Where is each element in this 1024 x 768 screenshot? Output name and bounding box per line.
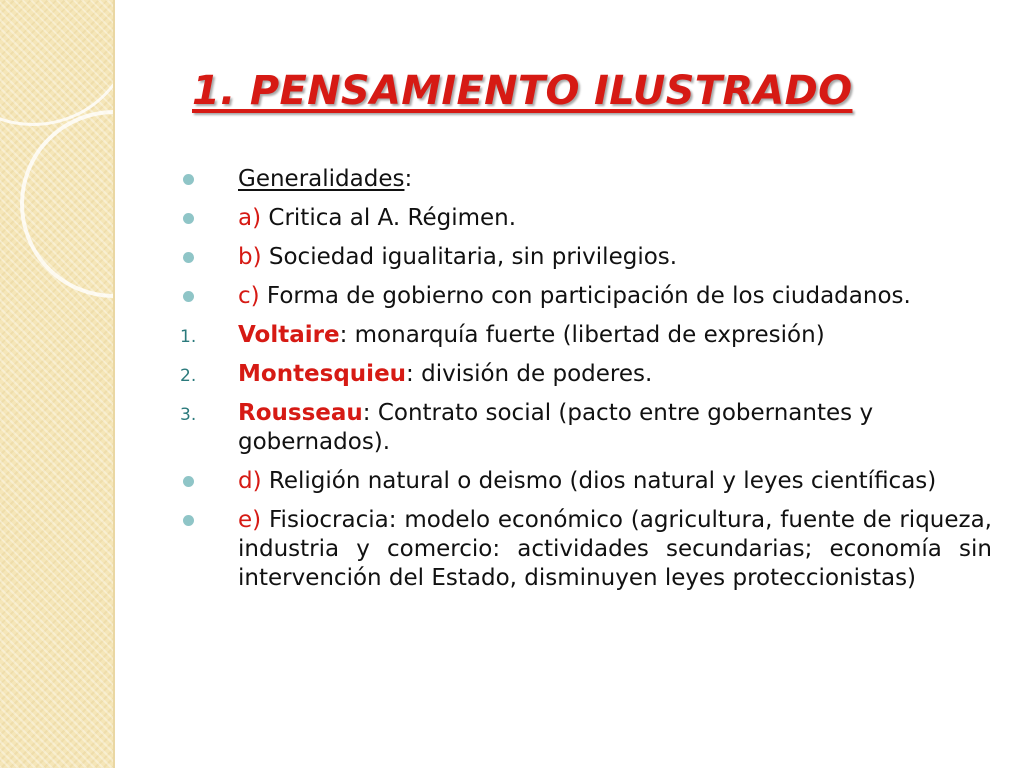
list-item-e xyxy=(180,506,992,593)
bullet-dot-icon xyxy=(183,252,194,263)
item-text: : monarquía fuerte (libertad de expresión) xyxy=(339,322,825,348)
list-item-b xyxy=(180,243,992,272)
item-text: : Contrato social (pacto entre gobernantes y gobernados). xyxy=(238,400,874,455)
slide-body xyxy=(180,165,992,603)
decorative-ring xyxy=(20,110,115,298)
item-text: : xyxy=(404,166,413,192)
list-item-d xyxy=(180,467,992,496)
item-text: Critica al A. Régimen. xyxy=(261,205,517,231)
list-item-a xyxy=(180,204,992,233)
item-letter: d) xyxy=(238,468,262,494)
item-text: Sociedad igualitaria, sin privilegios. xyxy=(261,244,678,270)
slide-title: 1. PENSAMIENTO ILUSTRADO xyxy=(192,68,853,114)
bullet-dot-icon xyxy=(183,476,194,487)
item-letter: e) xyxy=(238,507,262,533)
item-number: 2. xyxy=(180,366,197,386)
item-text: Fisiocracia: modelo económico (agricultura, fuente de riqueza, industria y comercio: actividades secundarias; economía sin intervención del Estado, disminuyen leyes proteccionistas) xyxy=(238,507,992,591)
bullet-dot-icon xyxy=(183,291,194,302)
item-text: Forma de gobierno con participación de los ciudadanos. xyxy=(259,283,911,309)
list-item-c xyxy=(180,282,992,311)
item-name: Voltaire xyxy=(238,322,340,348)
item-name: Montesquieu xyxy=(238,361,407,387)
item-text: Religión natural o deismo (dios natural y leyes científicas) xyxy=(261,468,937,494)
item-letter: b) xyxy=(238,244,262,270)
list-item-voltaire xyxy=(180,321,992,350)
decorative-ring xyxy=(0,0,115,126)
decorative-side-band xyxy=(0,0,115,768)
item-number: 3. xyxy=(180,405,197,425)
bullet-dot-icon xyxy=(183,213,194,224)
item-text: : división de poderes. xyxy=(406,361,653,387)
list-item-montesquieu xyxy=(180,360,992,389)
item-number: 1. xyxy=(180,327,197,347)
list-item-generalidades xyxy=(180,165,992,194)
item-letter: a) xyxy=(238,205,262,231)
item-letter: c) xyxy=(238,283,260,309)
list-item-rousseau xyxy=(180,399,992,457)
bullet-dot-icon xyxy=(183,174,194,185)
item-name: Rousseau xyxy=(238,400,363,426)
item-heading: Generalidades xyxy=(238,166,405,192)
bullet-dot-icon xyxy=(183,515,194,526)
